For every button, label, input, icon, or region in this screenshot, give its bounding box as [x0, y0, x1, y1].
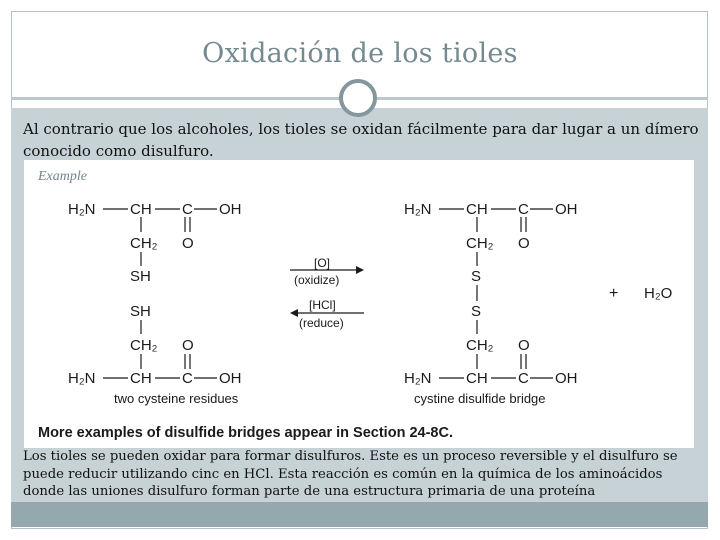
- forward-arrow-head: [356, 266, 364, 274]
- plus-sign: +: [609, 285, 619, 302]
- right-cystine: [404, 201, 578, 387]
- reverse-arrow-head: [290, 309, 298, 317]
- carbonyl-oxygen: O: [182, 235, 194, 252]
- carbonyl-oxygen: O: [518, 235, 530, 252]
- sulfur-atom: S: [471, 303, 482, 320]
- sulfur-atom: S: [471, 268, 482, 285]
- alpha-carbon: CH: [130, 201, 152, 218]
- methylene-group: CH₂: [466, 337, 494, 354]
- methylene-group: CH₂: [130, 337, 158, 354]
- oxidant-label: [O]: [314, 256, 331, 270]
- slide-title: Oxidación de los tioles: [202, 38, 518, 69]
- water-product: H₂O: [644, 285, 673, 302]
- alpha-carbon: CH: [130, 370, 152, 387]
- body-paragraph: Los tioles se pueden oxidar para formar disulfuros. Este es un proceso reversible y el disulfuro se puede reducir utilizando cinc en HCl. Esta reacción es común en la química de los aminoácidos donde las uniones disulfuro forman parte de una estructura primaria de una proteína: [23, 449, 678, 499]
- carbonyl-carbon: C: [182, 370, 193, 387]
- hydroxyl-group: OH: [219, 201, 242, 218]
- hydroxyl-group: OH: [555, 201, 578, 218]
- reductant-label: [HCl]: [309, 298, 336, 312]
- alpha-carbon: CH: [466, 201, 488, 218]
- carbonyl-carbon: C: [518, 370, 529, 387]
- figure-footnote: More examples of disulfide bridges appear in Section 24-8C.: [38, 425, 453, 441]
- reaction-figure: [24, 160, 694, 448]
- left-caption: two cysteine residues: [114, 391, 239, 406]
- left-bottom-cysteine: [68, 303, 242, 387]
- thiol-group: SH: [130, 268, 151, 285]
- right-caption: cystine disulfide bridge: [414, 391, 546, 406]
- reaction-arrows: [290, 256, 364, 330]
- left-top-cysteine: [68, 201, 242, 285]
- alpha-carbon: CH: [466, 370, 488, 387]
- carbonyl-oxygen: O: [182, 337, 194, 354]
- thiol-group: SH: [130, 303, 151, 320]
- hydroxyl-group: OH: [219, 370, 242, 387]
- carbonyl-carbon: C: [518, 201, 529, 218]
- methylene-group: CH₂: [130, 235, 158, 252]
- amine-group: H₂N: [404, 201, 432, 218]
- bottom-band: [11, 502, 708, 527]
- example-label: Example: [38, 169, 87, 184]
- intro-paragraph: Al contrario que los alcoholes, los tioles se oxidan fácilmente para dar lugar a un dímero conocido como disulfuro.: [23, 120, 699, 160]
- ring-ornament-icon: [339, 79, 377, 117]
- amine-group: H₂N: [68, 201, 96, 218]
- hydroxyl-group: OH: [555, 370, 578, 387]
- carbonyl-oxygen: O: [518, 337, 530, 354]
- oxidize-label: (oxidize): [294, 273, 340, 287]
- reaction-diagram: [24, 160, 694, 448]
- reduce-label: (reduce): [299, 316, 344, 330]
- amine-group: H₂N: [404, 370, 432, 387]
- carbonyl-carbon: C: [182, 201, 193, 218]
- methylene-group: CH₂: [466, 235, 494, 252]
- amine-group: H₂N: [68, 370, 96, 387]
